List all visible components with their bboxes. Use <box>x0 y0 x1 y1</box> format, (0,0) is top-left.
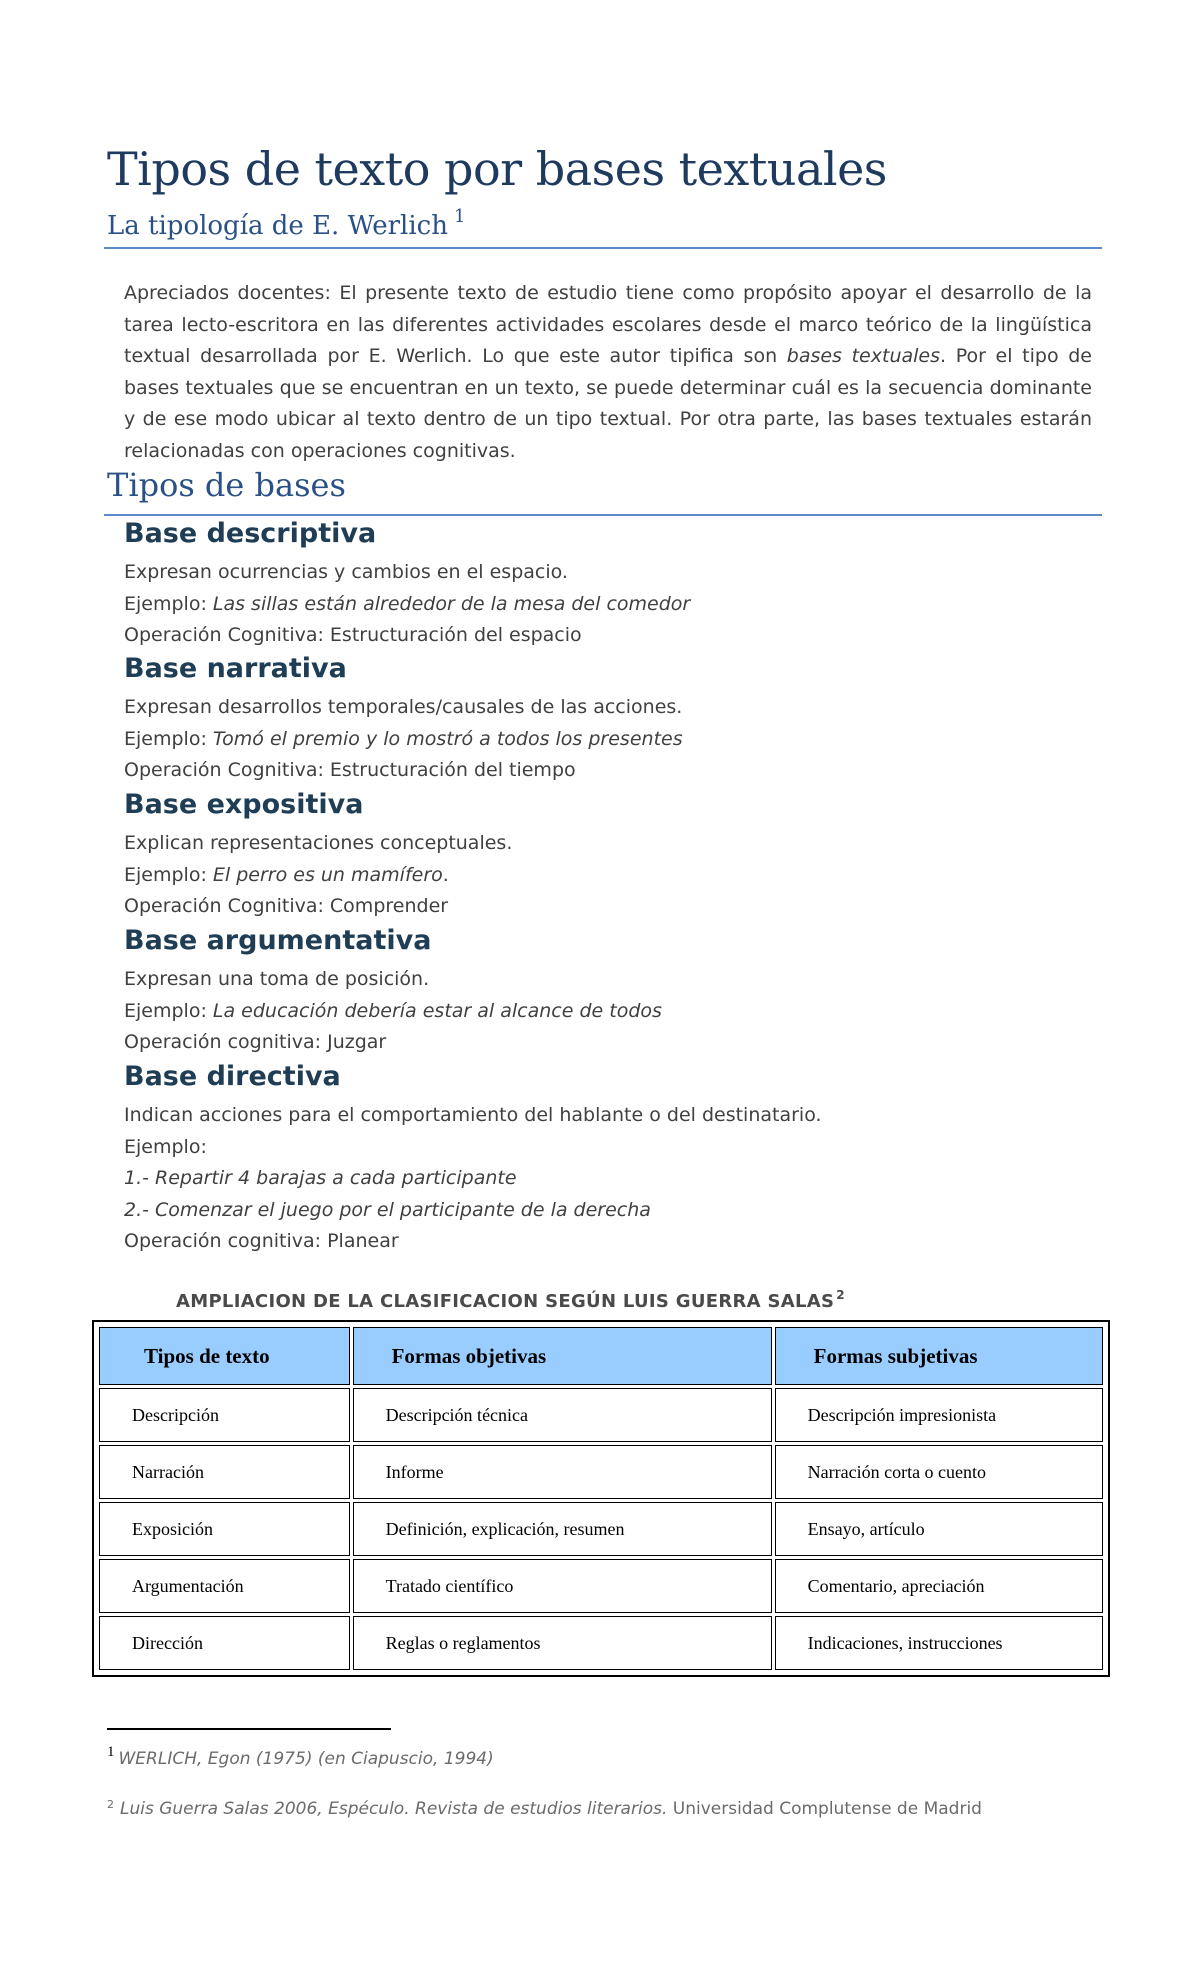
table-header-row <box>99 1327 1103 1385</box>
footnote-ref-1[interactable]: 1 <box>453 206 466 227</box>
base-title: Base narrativa <box>124 653 347 684</box>
table-caption <box>176 1288 845 1312</box>
table-cell: Descripción <box>99 1388 350 1442</box>
footnote-text-italic: Luis Guerra Salas 2006, Espéculo. Revista de estudios literarios. <box>120 1799 668 1819</box>
base-example <box>124 724 1104 756</box>
subtitle-text: La tipología de E. Werlich <box>107 211 448 241</box>
base-title: Base descriptiva <box>124 518 377 549</box>
base-definition: Expresan desarrollos temporales/causales de las acciones. <box>124 696 683 718</box>
table-cell: Dirección <box>99 1616 350 1670</box>
footnote-separator <box>107 1728 391 1730</box>
example-text: 2.- Comenzar el juego por el participante de la derecha <box>124 1198 651 1221</box>
table-cell: Ensayo, artículo <box>775 1502 1103 1556</box>
base-descriptiva <box>124 515 1104 652</box>
table-cell: Reglas o reglamentos <box>353 1616 772 1670</box>
base-directiva <box>124 1058 1104 1258</box>
table-cell: Definición, explicación, resumen <box>353 1502 772 1556</box>
classification-table <box>92 1320 1110 1677</box>
base-title: Base argumentativa <box>124 925 432 956</box>
base-definition: Expresan ocurrencias y cambios en el espacio. <box>124 561 568 583</box>
table-header-cell: Formas objetivas <box>353 1327 772 1385</box>
section-heading: Tipos de bases <box>107 466 346 504</box>
base-example-line <box>124 1163 1104 1195</box>
title-divider <box>104 247 1102 249</box>
table-cell: Indicaciones, instrucciones <box>775 1616 1103 1670</box>
footnote-number: 1 <box>107 1744 115 1760</box>
example-text: 1.- Repartir 4 barajas a cada participante <box>124 1167 517 1189</box>
footnote-2 <box>107 1798 982 1819</box>
example-suffix: . <box>442 863 449 886</box>
footnote-1 <box>107 1744 494 1769</box>
base-operation: Operación Cognitiva: Estructuración del espacio <box>124 624 582 646</box>
base-example <box>124 996 1104 1028</box>
base-example-label: Ejemplo: <box>124 1135 207 1158</box>
table-row <box>99 1388 1103 1442</box>
example-text: La educación debería estar al alcance de todos <box>212 999 662 1022</box>
table-cell: Narración <box>99 1445 350 1499</box>
table-cell: Argumentación <box>99 1559 350 1613</box>
page-title: Tipos de texto por bases textuales <box>107 142 887 196</box>
footnote-text: WERLICH, Egon (1975) (en Ciapuscio, 1994) <box>118 1749 494 1769</box>
example-text: Tomó el premio y lo mostró a todos los presentes <box>212 727 683 750</box>
table-cell: Exposición <box>99 1502 350 1556</box>
table-cell: Informe <box>353 1445 772 1499</box>
intro-paragraph <box>124 278 1092 467</box>
example-text: Las sillas están alrededor de la mesa del comedor <box>212 592 691 615</box>
base-title: Base expositiva <box>124 789 364 820</box>
table-row <box>99 1502 1103 1556</box>
example-label: Ejemplo: <box>124 592 213 615</box>
base-operation: Operación cognitiva: Planear <box>124 1230 399 1252</box>
intro-text-part2: . Por el tipo de bases textuales que se encuentran en un texto, se puede determinar cuál es la secuencia dominante y de ese modo ubicar al texto dentro de un tipo textual. Por otra parte, las bases textuales estarán relacionadas con operaciones cognitivas. <box>124 345 1092 462</box>
table-cell: Descripción impresionista <box>775 1388 1103 1442</box>
footnote-number: 2 <box>107 1798 114 1811</box>
base-definition: Indican acciones para el comportamiento del hablante o del destinatario. <box>124 1104 822 1126</box>
base-operation: Operación cognitiva: Juzgar <box>124 1031 387 1053</box>
table-cell: Comentario, apreciación <box>775 1559 1103 1613</box>
classification-table-grid <box>96 1324 1106 1673</box>
table-header-cell: Formas subjetivas <box>775 1327 1103 1385</box>
base-operation: Operación Cognitiva: Estructuración del tiempo <box>124 759 576 781</box>
table-caption-text: AMPLIACION DE LA CLASIFICACION SEGÚN LUIS GUERRA SALAS <box>176 1291 835 1312</box>
example-text: El perro es un mamífero <box>212 863 443 886</box>
base-title: Base directiva <box>124 1061 341 1092</box>
base-argumentativa <box>124 922 1104 1059</box>
example-label: Ejemplo: <box>124 727 213 750</box>
intro-emphasis: bases textuales <box>786 345 940 367</box>
table-cell: Descripción técnica <box>353 1388 772 1442</box>
example-label: Ejemplo: <box>124 999 213 1022</box>
footnote-text-normal: Universidad Complutense de Madrid <box>667 1799 982 1819</box>
base-definition: Expresan una toma de posición. <box>124 968 430 990</box>
table-cell: Tratado científico <box>353 1559 772 1613</box>
footnote-ref-2[interactable]: 2 <box>836 1288 845 1302</box>
table-row <box>99 1559 1103 1613</box>
table-row <box>99 1445 1103 1499</box>
base-narrativa <box>124 650 1104 787</box>
base-operation: Operación Cognitiva: Comprender <box>124 895 449 917</box>
table-row <box>99 1616 1103 1670</box>
base-example <box>124 860 1104 892</box>
page-subtitle <box>107 206 465 241</box>
base-expositiva <box>124 786 1104 923</box>
table-header-cell: Tipos de texto <box>99 1327 350 1385</box>
intro-text-part1: Apreciados docentes: El presente texto de estudio tiene como propósito apoyar el desarrollo de la tarea lecto-escritora en las diferentes actividades escolares desde el marco teórico de la lingüística textual desarrollada por E. Werlich. Lo que este autor tipifica son <box>124 282 1092 367</box>
base-example <box>124 589 1104 621</box>
base-example-line <box>124 1195 1104 1227</box>
example-label: Ejemplo: <box>124 863 213 886</box>
base-definition: Explican representaciones conceptuales. <box>124 832 513 854</box>
table-cell: Narración corta o cuento <box>775 1445 1103 1499</box>
